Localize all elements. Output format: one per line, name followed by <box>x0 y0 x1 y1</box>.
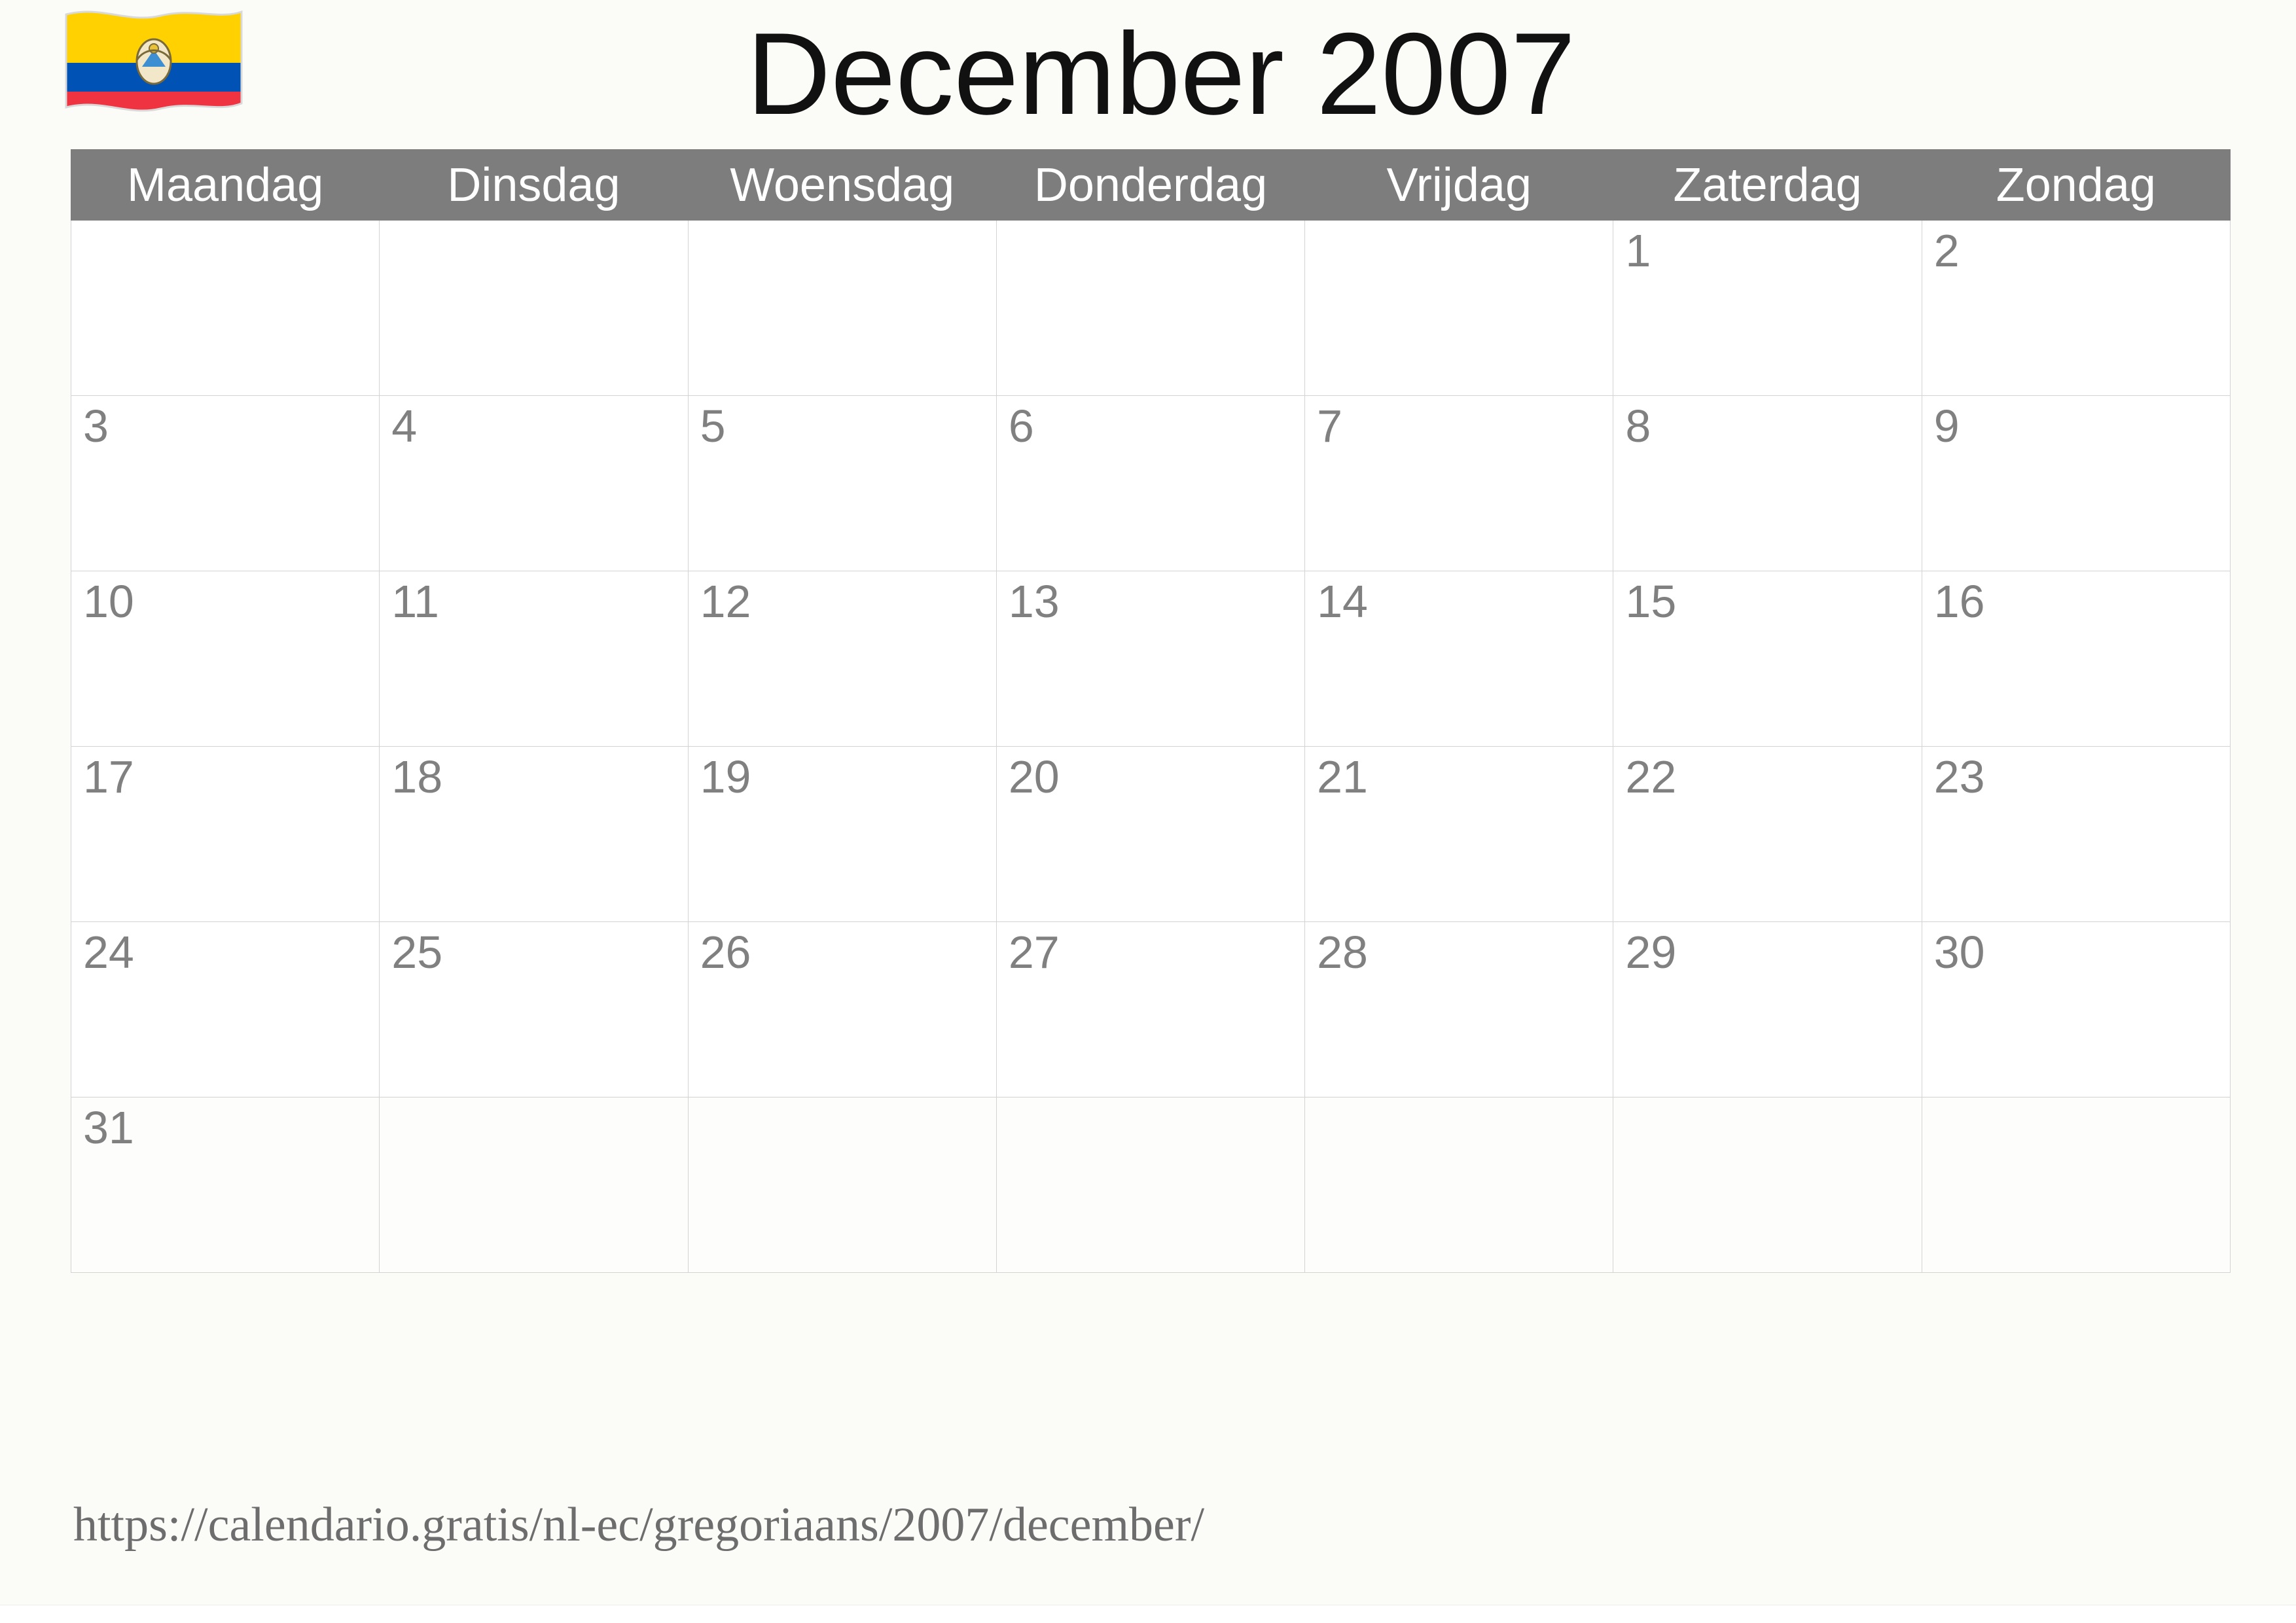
page-title: December 2007 <box>746 8 1576 139</box>
day-cell[interactable] <box>1305 747 1613 922</box>
day-number: 21 <box>1317 751 1368 802</box>
weekday-header-saturday: Zaterdag <box>1613 150 1922 221</box>
day-number: 29 <box>1625 927 1677 978</box>
day-cell[interactable] <box>71 396 380 571</box>
day-number: 8 <box>1625 401 1651 452</box>
day-cell[interactable] <box>1305 221 1613 396</box>
day-number: 22 <box>1625 751 1677 802</box>
day-cell[interactable] <box>71 221 380 396</box>
calendar-week-row <box>71 396 2231 571</box>
calendar-week-row <box>71 747 2231 922</box>
day-cell[interactable] <box>1922 1097 2230 1273</box>
page-header <box>0 0 2296 147</box>
source-url-text: https://calendario.gratis/nl-ec/gregoriaans/2007/december/ <box>73 1498 1205 1552</box>
day-number: 10 <box>83 576 134 627</box>
day-number: 24 <box>83 927 134 978</box>
day-cell[interactable] <box>1613 221 1922 396</box>
day-number: 13 <box>1008 576 1060 627</box>
day-number: 28 <box>1317 927 1368 978</box>
month-calendar-table <box>71 149 2231 1273</box>
day-number: 26 <box>700 927 751 978</box>
day-cell[interactable] <box>1922 922 2230 1097</box>
day-cell[interactable] <box>1305 1097 1613 1273</box>
day-number: 27 <box>1008 927 1060 978</box>
weekday-header-friday: Vrijdag <box>1305 150 1613 221</box>
day-number: 16 <box>1933 576 1985 627</box>
day-cell[interactable] <box>996 221 1304 396</box>
day-cell[interactable] <box>380 571 688 747</box>
day-cell[interactable] <box>1305 922 1613 1097</box>
day-cell[interactable] <box>996 396 1304 571</box>
day-cell[interactable] <box>1305 571 1613 747</box>
day-number: 30 <box>1933 927 1985 978</box>
day-cell[interactable] <box>1922 747 2230 922</box>
day-cell[interactable] <box>71 922 380 1097</box>
calendar-week-row <box>71 1097 2231 1273</box>
day-cell[interactable] <box>380 1097 688 1273</box>
day-cell[interactable] <box>688 396 996 571</box>
calendar-week-row <box>71 922 2231 1097</box>
ecuador-flag-icon <box>62 5 245 120</box>
day-cell[interactable] <box>1305 396 1613 571</box>
day-cell[interactable] <box>688 922 996 1097</box>
day-number: 19 <box>700 751 751 802</box>
day-cell[interactable] <box>1922 571 2230 747</box>
day-cell[interactable] <box>1613 747 1922 922</box>
day-number: 18 <box>391 751 443 802</box>
calendar-week-row <box>71 571 2231 747</box>
day-cell[interactable] <box>1922 396 2230 571</box>
day-cell[interactable] <box>996 922 1304 1097</box>
day-cell[interactable] <box>688 747 996 922</box>
day-number: 2 <box>1933 225 1960 276</box>
day-number: 12 <box>700 576 751 627</box>
day-cell[interactable] <box>688 571 996 747</box>
weekday-header-monday: Maandag <box>71 150 380 221</box>
day-number: 31 <box>83 1102 134 1153</box>
day-cell[interactable] <box>1613 571 1922 747</box>
day-cell[interactable] <box>688 1097 996 1273</box>
weekday-header-sunday: Zondag <box>1922 150 2230 221</box>
day-cell[interactable] <box>688 221 996 396</box>
weekday-header-tuesday: Dinsdag <box>380 150 688 221</box>
day-number: 1 <box>1625 225 1651 276</box>
day-number: 20 <box>1008 751 1060 802</box>
day-cell[interactable] <box>380 922 688 1097</box>
day-cell[interactable] <box>1922 221 2230 396</box>
day-number: 4 <box>391 401 418 452</box>
day-cell[interactable] <box>1613 1097 1922 1273</box>
day-cell[interactable] <box>1613 396 1922 571</box>
day-cell[interactable] <box>71 747 380 922</box>
day-number: 9 <box>1933 401 1960 452</box>
day-number: 5 <box>700 401 726 452</box>
day-number: 23 <box>1933 751 1985 802</box>
day-number: 11 <box>391 576 439 627</box>
day-number: 15 <box>1625 576 1677 627</box>
weekday-header-thursday: Donderdag <box>996 150 1304 221</box>
day-cell[interactable] <box>996 571 1304 747</box>
day-number: 6 <box>1008 401 1034 452</box>
day-cell[interactable] <box>380 747 688 922</box>
day-cell[interactable] <box>1613 922 1922 1097</box>
day-number: 14 <box>1317 576 1368 627</box>
calendar-week-row <box>71 221 2231 396</box>
day-cell[interactable] <box>996 1097 1304 1273</box>
day-number: 25 <box>391 927 443 978</box>
day-cell[interactable] <box>71 1097 380 1273</box>
weekday-header-wednesday: Woensdag <box>688 150 996 221</box>
day-number: 17 <box>83 751 134 802</box>
page-bottom-strip <box>0 1605 2296 1623</box>
day-number: 3 <box>83 401 109 452</box>
weekday-header-row <box>71 150 2231 221</box>
day-cell[interactable] <box>380 221 688 396</box>
day-number: 7 <box>1317 401 1343 452</box>
day-cell[interactable] <box>996 747 1304 922</box>
day-cell[interactable] <box>380 396 688 571</box>
day-cell[interactable] <box>71 571 380 747</box>
